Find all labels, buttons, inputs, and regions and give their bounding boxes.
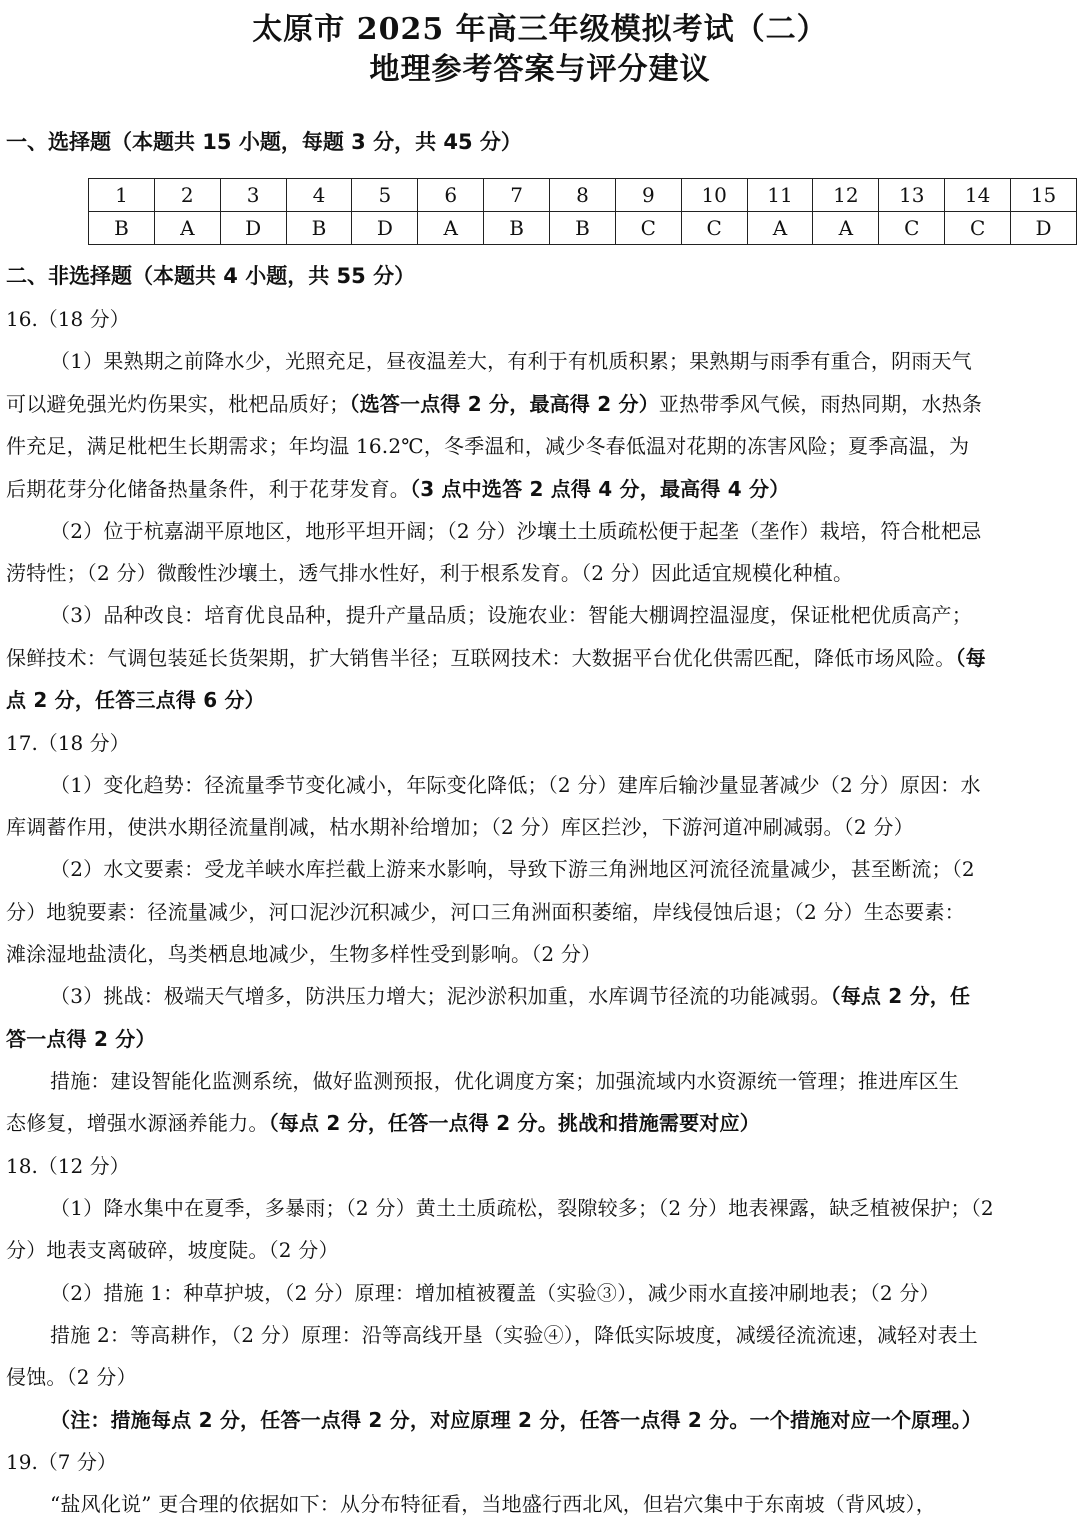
question-number-cell: 10	[681, 179, 747, 212]
q16-text: 亚热带季风气候，雨热同期，水热条	[658, 392, 983, 416]
q16-text: 可以避免强光灼伤果实，枇杷品质好；	[6, 392, 350, 416]
q16-score-note: （选答一点得 2 分，最高得 2 分）	[349, 392, 659, 416]
answer-table	[88, 178, 1077, 245]
question-number-cell: 6	[418, 179, 484, 212]
q17-label: 17.（18 分）	[6, 731, 130, 755]
q17-line	[50, 980, 1070, 1009]
q17-text: （3）挑战：极端天气增多，防洪压力增大；泥沙淤积加重，水库调节径流的功能减弱。	[50, 984, 831, 1008]
question-number-cell: 7	[484, 179, 550, 212]
q17-line: 分）地貌要素：径流量减少，河口泥沙沉积减少，河口三角洲面积萎缩，岸线侵蚀后退；（2 分）生态要素：	[6, 900, 965, 924]
q18-line: 分）地表支离破碎，坡度陡。（2 分）	[6, 1238, 339, 1262]
answer-cell: B	[89, 212, 155, 245]
question-number-cell: 15	[1011, 179, 1077, 212]
q17-line: （2）水文要素：受龙羊峡水库拦截上游来水影响，导致下游三角洲地区河流径流量减少，甚至断流；（2	[50, 857, 975, 881]
answer-cell: C	[681, 212, 747, 245]
q16-score-note: （3 点中选答 2 点得 4 分，最高得 4 分）	[410, 477, 790, 501]
section2-heading: 二、非选择题（本题共 4 小题，共 55 分）	[6, 264, 416, 288]
q16-label: 16.（18 分）	[6, 307, 130, 331]
answer-cell: A	[418, 212, 484, 245]
question-number-cell: 9	[615, 179, 681, 212]
question-number-cell: 12	[813, 179, 879, 212]
q16-line	[6, 473, 1070, 502]
q16-text: 后期花芽分化储备热量条件，利于花芽发育。	[6, 477, 410, 501]
question-number-cell: 11	[747, 179, 813, 212]
q17-line: 库调蓄作用，使洪水期径流量削减，枯水期补给增加；（2 分）库区拦沙，下游河道冲刷减弱。（2 分）	[6, 815, 914, 839]
q18-line: 措施 2：等高耕作，（2 分）原理：沿等高线开垦（实验④），降低实际坡度，减缓径流流速，减轻对表土	[50, 1323, 978, 1347]
q17-line	[6, 1107, 1070, 1136]
question-number-cell: 1	[89, 179, 155, 212]
answer-cell: A	[154, 212, 220, 245]
q16-score-note: 点 2 分，任答三点得 6 分）	[6, 688, 265, 712]
q16-line: （1）果熟期之前降水少，光照充足，昼夜温差大，有利于有机质积累；果熟期与雨季有重合，阴雨天气	[50, 349, 972, 373]
q17-line	[6, 1023, 1070, 1052]
answer-table-numbers-row	[89, 179, 1077, 212]
question-number-cell: 13	[879, 179, 945, 212]
answer-cell: A	[747, 212, 813, 245]
question-number-cell: 14	[945, 179, 1011, 212]
q17-line: 滩涂湿地盐渍化，鸟类栖息地减少，生物多样性受到影响。（2 分）	[6, 942, 602, 966]
q16-score-note: （每	[955, 646, 986, 670]
answer-cell: C	[615, 212, 681, 245]
section1-heading: 一、选择题（本题共 15 小题，每题 3 分，共 45 分）	[6, 130, 522, 154]
answer-cell: D	[352, 212, 418, 245]
answer-cell: A	[813, 212, 879, 245]
answer-cell: D	[220, 212, 286, 245]
q16-line: 涝特性；（2 分）微酸性沙壤土，透气排水性好，利于根系发育。（2 分）因此适宜规模化种植。	[6, 561, 854, 585]
q17-score-note: （每点 2 分，任	[830, 984, 971, 1008]
q17-text: 态修复，增强水源涵养能力。	[6, 1111, 269, 1135]
q18-score-note: （注：措施每点 2 分，任答一点得 2 分，对应原理 2 分，任答一点得 2 分。一个措施对应一个原理。）	[50, 1408, 982, 1432]
q17-line: （1）变化趋势：径流量季节变化减小，年际变化降低；（2 分）建库后输沙量显著减少（2 分）原因：水	[50, 773, 981, 797]
q18-line: （1）降水集中在夏季，多暴雨；（2 分）黄土土质疏松，裂隙较多；（2 分）地表裸露，缺乏植被保护；（2	[50, 1196, 994, 1220]
q16-line	[6, 388, 1070, 417]
q17-line: 措施：建设智能化监测系统，做好监测预报，优化调度方案；加强流域内水资源统一管理；推进库区生	[50, 1069, 959, 1093]
question-number-cell: 8	[550, 179, 616, 212]
question-number-cell: 3	[220, 179, 286, 212]
question-number-cell: 5	[352, 179, 418, 212]
q16-line: （3）品种改良：培育优良品种，提升产量品质；设施农业：智能大棚调控温湿度，保证枇杷优质高产；	[50, 603, 972, 627]
q17-score-note: （每点 2 分，任答一点得 2 分。挑战和措施需要对应）	[268, 1111, 760, 1135]
q16-line	[6, 684, 1070, 713]
q16-line: （2）位于杭嘉湖平原地区，地形平坦开阔；（2 分）沙壤土土质疏松便于起垄（垄作）栽培，符合枇杷忌	[50, 519, 982, 543]
question-number-cell: 2	[154, 179, 220, 212]
q18-label: 18.（12 分）	[6, 1154, 130, 1178]
q18-line: 侵蚀。（2 分）	[6, 1365, 137, 1389]
q19-line: “盐风化说” 更合理的依据如下：从分布特征看，当地盛行西北风，但岩穴集中于东南坡（背风坡），	[50, 1492, 937, 1516]
answer-cell: B	[550, 212, 616, 245]
answer-cell: C	[879, 212, 945, 245]
doc-title: 太原市 2025 年高三年级模拟考试（二）	[252, 12, 828, 47]
question-number-cell: 4	[286, 179, 352, 212]
q17-score-note: 答一点得 2 分）	[6, 1027, 156, 1051]
q16-line	[6, 642, 1070, 671]
doc-subtitle: 地理参考答案与评分建议	[369, 52, 711, 87]
q16-text: 保鲜技术：气调包装延长货架期，扩大销售半径；互联网技术：大数据平台优化供需匹配，降低市场风险。	[6, 646, 956, 670]
q18-note	[50, 1404, 1070, 1433]
answer-cell: B	[484, 212, 550, 245]
answer-cell: C	[945, 212, 1011, 245]
q18-line: （2）措施 1：种草护坡，（2 分）原理：增加植被覆盖（实验③），减少雨水直接冲刷地表；（2 分）	[50, 1281, 940, 1305]
q19-label: 19.（7 分）	[6, 1450, 117, 1474]
answer-table-answers-row	[89, 212, 1077, 245]
answer-cell: B	[286, 212, 352, 245]
q16-line: 件充足，满足枇杷生长期需求；年均温 16.2℃，冬季温和，减少冬春低温对花期的冻害风险；夏季高温，为	[6, 434, 970, 458]
answer-cell: D	[1011, 212, 1077, 245]
